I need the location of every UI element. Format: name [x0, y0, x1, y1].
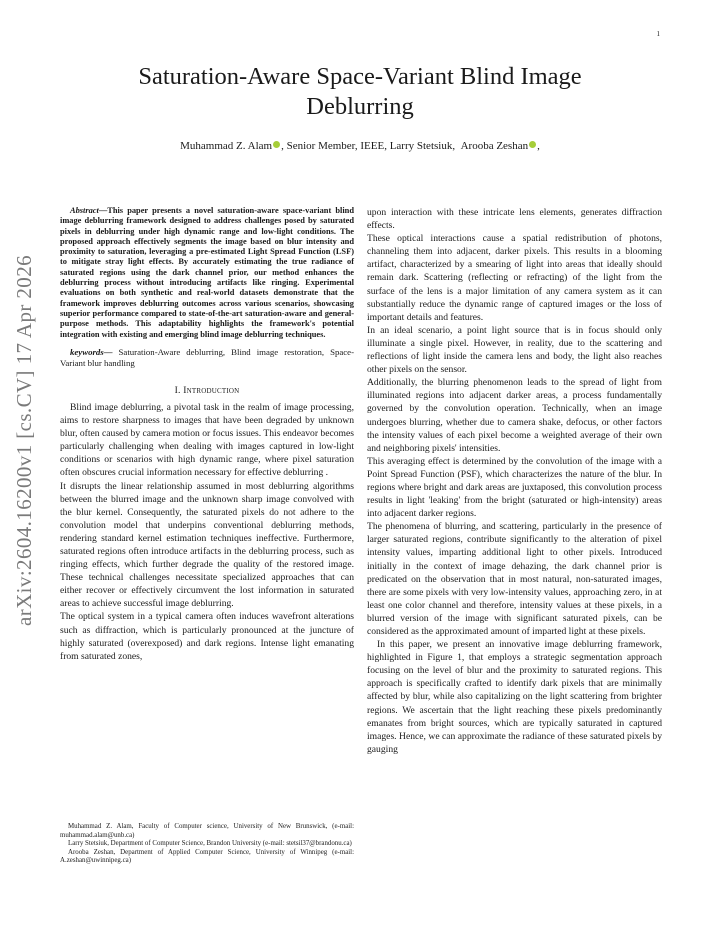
abstract — [60, 206, 354, 340]
paper-title: Saturation-Aware Space-Variant Blind Image Deblurring — [138, 63, 582, 120]
keywords-text: Saturation-Aware deblurring, Blind image restoration, Space-Variant blur handling — [60, 346, 354, 369]
author-affiliation-text: , Senior Member, IEEE, Larry Stetsiuk, — [281, 140, 456, 152]
footnote: Arooba Zeshan, Department of Applied Computer Science, University of Winnipeg (e-mail: A.zeshan@uwinnipeg.ca) — [60, 848, 354, 865]
author-name: Arooba Zeshan — [460, 140, 529, 152]
paragraph: In an ideal scenario, a point light source that is in focus should only illuminate a single pixel. However, in reality, due to the scattering and reflections of light inside the camera lens and body, the light also reaches other pixels on the sensor. — [367, 324, 662, 376]
orcid-icon[interactable] — [273, 141, 280, 148]
paragraph: upon interaction with these intricate lens elements, generates diffraction effects. — [367, 207, 662, 232]
page-number: 1 — [656, 30, 660, 38]
paragraph: Blind image deblurring, a pivotal task in the realm of image processing, aims to restore sharpness to images that have been degraded by unknown blur, often caused by camera motion or focus issues. This endeavor becomes particularly challenging when dealing with images captured in low-light conditions or scenarios with high dynamic range, where pixel saturation often obscures crucial information necessary for effective deblurring . — [60, 401, 354, 479]
keywords — [60, 347, 354, 370]
paragraph: The optical system in a typical camera often induces wavefront alterations such as diffraction, which is particularly pronounced at the juncture of highly saturated (overexposed) and dark regions. Intense light emanating from saturated zones, — [60, 611, 354, 662]
paragraph: In this paper, we present an innovative image deblurring framework, highlighted in Figure 1, that employs a strategic segmentation approach focusing on the level of blur and the proximity to saturated regions. This approach is specifically crafted to identify dark pixels that are minimally affected by blur, while also capitalizing on the light scattering from brighter regions. We ascertain that the light reaching these pixels predominantly emanates from bright sources, which are typically saturated in captured images. Hence, we can approximate the radiance of these saturated pixels by gauging — [367, 639, 662, 755]
paragraph: Additionally, the blurring phenomenon leads to the spread of light from illuminated regions into adjacent darker areas, a process fundamentally governed by the convolution operation. Technically, when an image undergoes blurring, whether due to camera shake, defocus, or other factors the intensity values of each pixel become a weighted average of their own and neighboring pixels' intensities. — [367, 377, 662, 454]
author-name: Muhammad Z. Alam — [180, 140, 273, 152]
paragraph: This averaging effect is determined by the convolution of the image with a Point Spread Function (PSF), which characterizes the nature of the blur. In regions where bright and dark areas are juxtaposed, this convolution process results in light 'leaking' from the bright (saturated or high-intensity) areas into adjacent darker regions. — [367, 455, 662, 520]
author-line — [60, 139, 660, 153]
author-suffix: , — [537, 140, 540, 152]
arxiv-identifier: arXiv:2604.16200v1 [cs.CV] 17 Apr 2026 — [12, 254, 36, 626]
footnote: Muhammad Z. Alam, Faculty of Computer science, University of New Brunswick, (e-mail: muhammad.alam@unb.ca) — [60, 823, 354, 839]
author-footnotes — [60, 823, 354, 866]
paragraph: These optical interactions cause a spatial redistribution of photons, channeling them into adjacent, darker pixels. This results in a blooming artifact, characterized by a smearing of light into areas that ideally should remain dark. Scattering (reflecting or refracting) of the light from the surface of the lens is a major limitation of any camera system as it can substantially reduce the dynamic range of captured images or the loss of important details and features. — [367, 233, 662, 323]
keywords-label: keywords— — [70, 346, 113, 357]
right-column — [367, 206, 662, 756]
paragraph: The phenomena of blurring, and scattering, particularly in the presence of larger saturated regions, contribute significantly to the alteration of pixel intensity values, imparting additional light to other pixels. Introduced initially in the context of image dehazing, the dark channel prior is predicated on the observation that in most natural, non-saturated images, there are some pixels with very low-intensity values, approaching zero, in at least one color channel and therefore, intensity values at these pixels, in a blurred version of the image with significant saturated pixels, can be considered as the approximated amount of imparted light at these pixels. — [367, 521, 662, 637]
orcid-icon[interactable] — [529, 141, 536, 148]
footnote: Larry Stetsiuk, Department of Computer Science, Brandon University (e-mail: stetsil37@brandonu.ca) — [68, 840, 352, 848]
abstract-label: Abstract — [70, 206, 99, 215]
left-column — [60, 206, 354, 663]
section-heading-introduction: I. Introduction — [174, 384, 240, 396]
abstract-text: —This paper presents a novel saturation-aware space-variant blind image deblurring framework designed to address challenges posed by saturated pixels in deblurring under high dynamic range and low-light conditions. The proposed approach effectively segments the image based on blur intensity and proximity to saturation, leveraging a pre-estimated Light Spread Function (LSF) to mitigate stray light effects. By accurately estimating the true radiance of saturated regions using the dark channel prior, our method enhances the deblurring process without introducing artifacts like ringing. Experimental evaluations on both synthetic and real-world datasets demonstrate that the framework improves deblurring outcomes across various scenarios, showcasing superior performance compared to state-of-the-art saturation-aware and general-purpose methods. This adaptability highlights the framework's potential integration with existing and emerging blind image deblurring techniques. — [60, 206, 354, 339]
paragraph: It disrupts the linear relationship assumed in most deblurring algorithms between the blurred image and the unknown sharp image convolved with the blur kernel. Consequently, the saturated pixels do not adhere to the convolution model that underpins conventional deblurring methods, rendering standard kernel estimation techniques ineffective. Furthermore, saturated regions often introduce artifacts in the deblurring process, such as ringing effects, which further degrade the quality of the restored image. These technical challenges necessitate specialized approaches that can either recover or effectively circumvent the lost information in saturated areas to achieve successful image deblurring. — [60, 480, 354, 610]
